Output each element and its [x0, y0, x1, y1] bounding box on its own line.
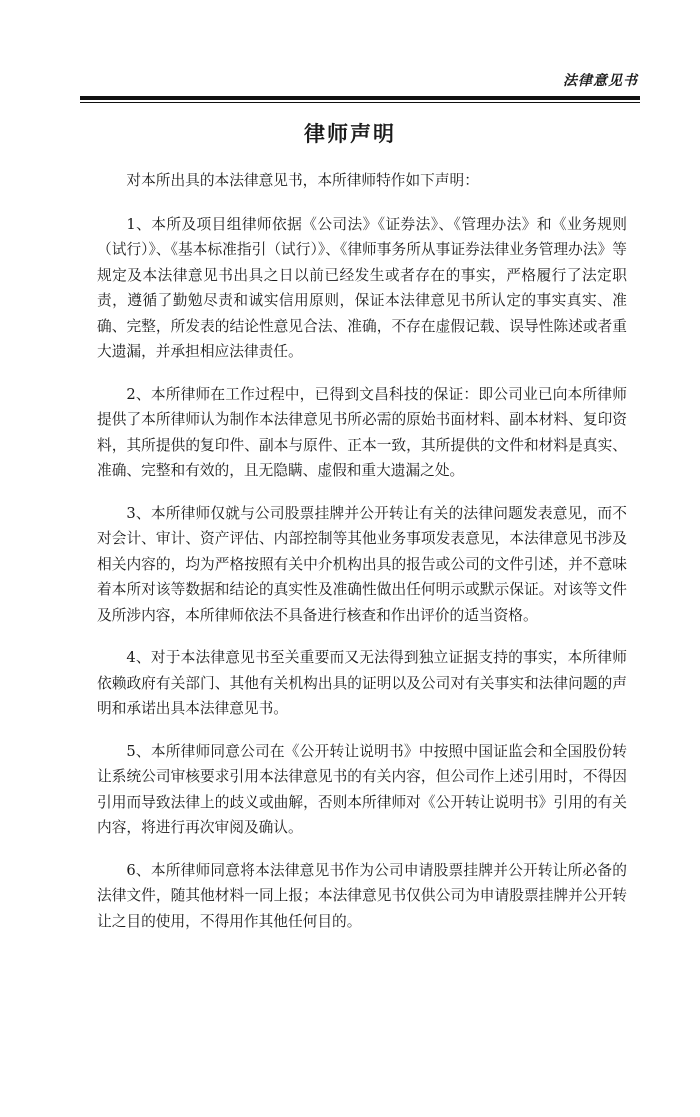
intro-paragraph: 对本所出具的本法律意见书，本所律师特作如下声明： [126, 172, 479, 189]
running-header-title: 法律意见书 [563, 73, 638, 89]
declaration-paragraph-3: 3、本所律师仅就与公司股票挂牌并公开转让有关的法律问题发表意见，而不对会计、审计、资产评估、内部控制等其他业务事项发表意见，本法律意见书涉及相关内容的，均为严格按照有关中介机构出具的报告或公司的文件引述，并不意味着本所对该等数据和结论的真实性及准确性做出任何明示或默示保证。对该等文件及所涉内容，本所律师依法不具备进行核查和作出评价的适当资格。 [97, 504, 627, 624]
declaration-paragraph-2: 2、本所律师在工作过程中，已得到文昌科技的保证：即公司业已向本所律师提供了本所律师认为制作本法律意见书所必需的原始书面材料、副本材料、复印资料，其所提供的复印件、副本与原件、正本一致，其所提供的文件和材料是真实、准确、完整和有效的，且无隐瞒、虚假和重大遗漏之处。 [97, 385, 627, 479]
page-title: 律师声明 [304, 122, 396, 146]
declaration-paragraph-1: 1、本所及项目组律师依据《公司法》《证券法》、《管理办法》和《业务规则（试行）》、《基本标准指引（试行）》、《律师事务所从事证券法律业务管理办法》等规定及本法律意见书出具之日以前已经发生或者存在的事实，严格履行了法定职责，遵循了勤勉尽责和诚实信用原则，保证本法律意见书所认定的事实真实、准确、完整，所发表的结论性意见合法、准确，不存在虚假记载、误导性陈述或者重大遗漏，并承担相应法律责任。 [97, 215, 627, 360]
declaration-paragraph-4: 4、对于本法律意见书至关重要而又无法得到独立证据支持的事实，本所律师依赖政府有关部门、其他有关机构出具的证明以及公司对有关事实和法律问题的声明和承诺出具本法律意见书。 [97, 649, 627, 717]
header-rule-thick [80, 96, 640, 100]
declaration-paragraph-5: 5、本所律师同意公司在《公开转让说明书》中按照中国证监会和全国股份转让系统公司审核要求引用本法律意见书的有关内容，但公司作上述引用时，不得因引用而导致法律上的歧义或曲解，否则本所律师对《公开转让说明书》引用的有关内容，将进行再次审阅及确认。 [97, 742, 627, 836]
declaration-paragraph-6: 6、本所律师同意将本法律意见书作为公司申请股票挂牌并公开转让所必备的法律文件，随其他材料一同上报；本法律意见书仅供公司为申请股票挂牌并公开转让之目的使用，不得用作其他任何目的。 [97, 861, 627, 930]
header-rule-thin [80, 102, 640, 103]
document-body [97, 168, 627, 951]
